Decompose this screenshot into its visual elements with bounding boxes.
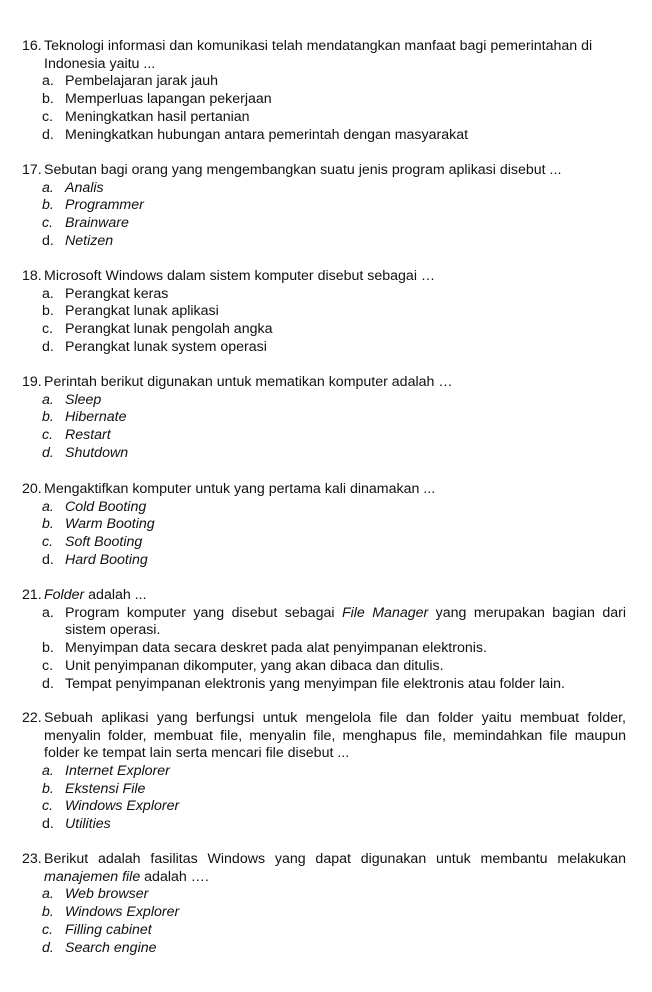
option-letter: d. <box>42 232 54 249</box>
option-b <box>42 781 626 799</box>
question-text: Berikut adalah fasilitas Windows yang dapat digunakan untuk membantu melakukan <box>44 851 626 867</box>
option-letter: b. <box>42 303 54 320</box>
option-list <box>22 886 626 957</box>
option-c <box>42 215 626 233</box>
option-letter: b. <box>42 903 54 920</box>
option-list <box>22 286 626 357</box>
question-stem <box>22 162 626 180</box>
option-letter: c. <box>42 534 54 551</box>
option-text: Unit penyimpanan dikomputer, yang akan dibaca dan ditulis. <box>65 657 444 674</box>
option-b <box>42 516 626 534</box>
option-c <box>42 534 626 552</box>
question-22 <box>22 710 626 834</box>
option-text-italic: File Manager <box>341 604 429 621</box>
option-a <box>42 763 626 781</box>
option-text: Tempat penyimpanan elektronis yang menyimpan file elektronis atau folder lain. <box>65 675 565 692</box>
option-list <box>22 392 626 463</box>
option-c <box>42 109 626 127</box>
question-number: 21. <box>22 587 42 603</box>
option-letter: a. <box>42 391 54 408</box>
question-16 <box>22 38 626 144</box>
option-text: Memperluas lapangan pekerjaan <box>65 90 272 107</box>
option-text: Analis <box>65 179 104 196</box>
option-text: Programmer <box>65 197 144 214</box>
option-text: Warm Booting <box>65 516 155 533</box>
option-letter: b. <box>42 780 54 797</box>
question-17 <box>22 162 626 251</box>
question-text: Sebutan bagi orang yang mengembangkan suatu jenis program aplikasi disebut ... <box>44 162 562 178</box>
option-a <box>42 180 626 198</box>
option-text: Windows Explorer <box>65 798 180 815</box>
option-letter: d. <box>42 444 54 461</box>
option-letter: a. <box>42 285 54 302</box>
option-letter: c. <box>42 321 54 338</box>
question-text-italic: Folder <box>44 587 85 603</box>
option-text: Perangkat keras <box>65 285 169 302</box>
question-text: Teknologi informasi dan komunikasi telah mendatangkan manfaat bagi pemerintahan di Indonesia yaitu ... <box>44 38 593 72</box>
option-list <box>22 763 626 834</box>
option-letter: c. <box>42 108 54 125</box>
option-letter: b. <box>42 197 54 214</box>
option-a <box>42 886 626 904</box>
option-text: Program komputer yang disebut sebagai <box>65 604 342 621</box>
option-text: Internet Explorer <box>65 762 170 779</box>
question-number: 17. <box>22 162 42 178</box>
option-list <box>22 605 626 694</box>
option-letter: d. <box>42 126 54 143</box>
option-letter: b. <box>42 409 54 426</box>
option-letter: d. <box>42 338 54 355</box>
option-letter: b. <box>42 516 54 533</box>
option-letter: a. <box>42 886 54 903</box>
option-d <box>42 552 626 570</box>
option-text: Soft Booting <box>65 534 143 551</box>
option-letter: a. <box>42 73 54 90</box>
option-c <box>42 427 626 445</box>
option-text: Web browser <box>65 886 149 903</box>
option-letter: c. <box>42 657 54 674</box>
option-list <box>22 180 626 251</box>
question-number: 16. <box>22 38 42 54</box>
question-stem <box>22 587 626 605</box>
option-letter: c. <box>42 921 54 938</box>
question-stem <box>22 374 626 392</box>
option-text: Brainware <box>65 215 129 232</box>
option-text: Hibernate <box>65 409 127 426</box>
option-text: Sleep <box>65 391 102 408</box>
option-list <box>22 499 626 570</box>
option-text: Netizen <box>65 232 114 249</box>
option-a <box>42 392 626 410</box>
question-20 <box>22 481 626 570</box>
option-text-after: yang merupakan bagian dari sistem operasi. <box>65 604 626 639</box>
question-19 <box>22 374 626 463</box>
option-text: Meningkatkan hubungan antara pemerintah dengan masyarakat <box>65 126 469 143</box>
question-text: Mengaktifkan komputer untuk yang pertama kali dinamakan ... <box>44 481 436 497</box>
option-text: Perangkat lunak pengolah angka <box>65 321 273 338</box>
option-a <box>42 605 626 641</box>
option-a <box>42 286 626 304</box>
option-letter: d. <box>42 939 54 956</box>
option-text: Utilities <box>65 816 111 833</box>
option-d <box>42 676 626 694</box>
question-21 <box>22 587 626 694</box>
option-text: Pembelajaran jarak jauh <box>65 73 219 90</box>
option-d <box>42 127 626 145</box>
option-d <box>42 816 626 834</box>
question-stem <box>22 710 626 763</box>
option-letter: a. <box>42 498 54 515</box>
option-text: Search engine <box>65 939 157 956</box>
option-d <box>42 940 626 958</box>
option-list <box>22 73 626 144</box>
question-stem <box>22 268 626 286</box>
option-letter: c. <box>42 427 54 444</box>
option-letter: a. <box>42 179 54 196</box>
option-text: Menyimpan data secara deskret pada alat penyimpanan elektronis. <box>65 640 487 657</box>
option-text: Filling cabinet <box>65 921 152 938</box>
option-c <box>42 798 626 816</box>
question-23 <box>22 851 626 957</box>
question-stem <box>22 38 626 73</box>
option-text: Meningkatkan hasil pertanian <box>65 108 250 125</box>
question-text-after: adalah …. <box>140 868 209 885</box>
option-c <box>42 658 626 676</box>
option-c <box>42 321 626 339</box>
question-18 <box>22 268 626 357</box>
option-letter: c. <box>42 215 54 232</box>
option-text: Ekstensi File <box>65 780 146 797</box>
question-stem <box>22 481 626 499</box>
option-b <box>42 640 626 658</box>
option-b <box>42 197 626 215</box>
question-text: Perintah berikut digunakan untuk mematikan komputer adalah … <box>44 374 453 390</box>
option-a <box>42 499 626 517</box>
question-number: 19. <box>22 374 42 390</box>
question-stem <box>22 851 626 886</box>
option-letter: d. <box>42 816 54 833</box>
option-text: Cold Booting <box>65 498 147 515</box>
question-number: 18. <box>22 268 42 284</box>
option-text: Shutdown <box>65 444 129 461</box>
question-text: Microsoft Windows dalam sistem komputer disebut sebagai … <box>44 268 436 284</box>
option-text: Windows Explorer <box>65 903 180 920</box>
question-number: 22. <box>22 710 42 726</box>
question-text: adalah ... <box>84 587 147 603</box>
option-b <box>42 904 626 922</box>
option-text: Hard Booting <box>65 551 148 568</box>
question-number: 23. <box>22 851 42 867</box>
question-number: 20. <box>22 481 42 497</box>
option-letter: c. <box>42 798 54 815</box>
option-d <box>42 339 626 357</box>
option-text: Perangkat lunak aplikasi <box>65 303 219 320</box>
option-letter: a. <box>42 762 54 779</box>
option-letter: b. <box>42 640 54 657</box>
option-d <box>42 445 626 463</box>
option-text: Perangkat lunak system operasi <box>65 338 267 355</box>
option-c <box>42 922 626 940</box>
option-letter: a. <box>42 604 54 621</box>
question-text: Sebuah aplikasi yang berfungsi untuk mengelola file dan folder yaitu membuat folder, menyalin folder, membuat file, menyalin file, menghapus file, memindahkan file maupun folder ke tempat lain serta mencari file disebut ... <box>44 710 626 762</box>
option-letter: b. <box>42 90 54 107</box>
option-letter: d. <box>42 551 54 568</box>
option-text: Restart <box>65 427 111 444</box>
option-b <box>42 409 626 427</box>
option-d <box>42 233 626 251</box>
option-b <box>42 303 626 321</box>
option-letter: d. <box>42 675 54 692</box>
question-text-italic: manajemen file <box>44 868 141 885</box>
option-a <box>42 73 626 91</box>
option-b <box>42 91 626 109</box>
